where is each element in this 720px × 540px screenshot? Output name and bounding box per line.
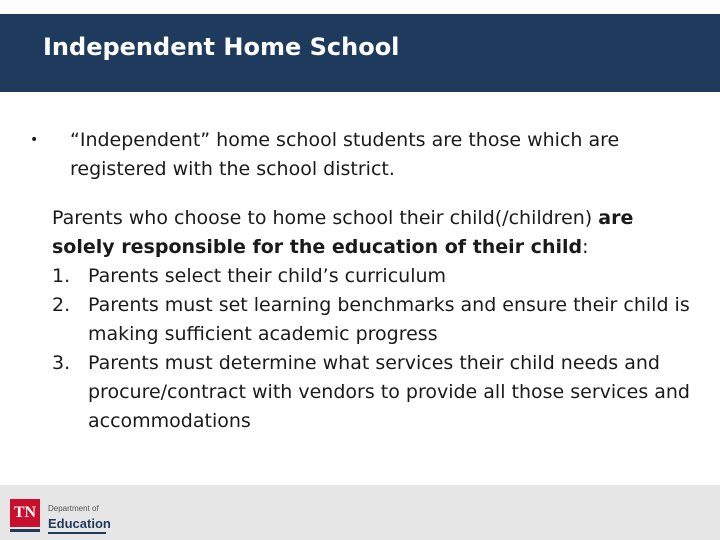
- logo-underline: [10, 529, 40, 532]
- intro-paragraph: [52, 204, 692, 262]
- list-item: [52, 349, 692, 436]
- logo-name-underline: [48, 532, 106, 534]
- list-item: [52, 262, 692, 291]
- body-text: [52, 204, 692, 436]
- page-title: Independent Home School: [43, 33, 400, 61]
- intro-plain: Parents who choose to home school their child(/children): [52, 207, 599, 229]
- list-text: Parents must set learning benchmarks and ensure their child is making sufficient academic progress: [88, 294, 690, 345]
- list-number: 1.: [52, 265, 71, 287]
- list-text: Parents must determine what services their child needs and procure/contract with vendors to provide all those services and accommodations: [88, 352, 690, 432]
- intro-end: :: [582, 236, 589, 258]
- intro-bold: are solely responsible for the education of their child: [52, 207, 634, 258]
- list-number: 3.: [52, 352, 71, 374]
- logo-education-text: Education: [48, 516, 111, 531]
- numbered-list: [52, 262, 692, 436]
- logo-department-text: Department of: [48, 504, 99, 513]
- footer-bar: [0, 485, 720, 540]
- bullet-marker: •: [30, 132, 39, 148]
- bullet-text: “Independent” home school students are those which are registered with the school district.: [70, 129, 620, 180]
- list-text: Parents select their child’s curriculum: [88, 265, 447, 287]
- list-number: 2.: [52, 294, 71, 316]
- tn-logo-icon: TN: [10, 499, 40, 527]
- list-item: [52, 291, 692, 349]
